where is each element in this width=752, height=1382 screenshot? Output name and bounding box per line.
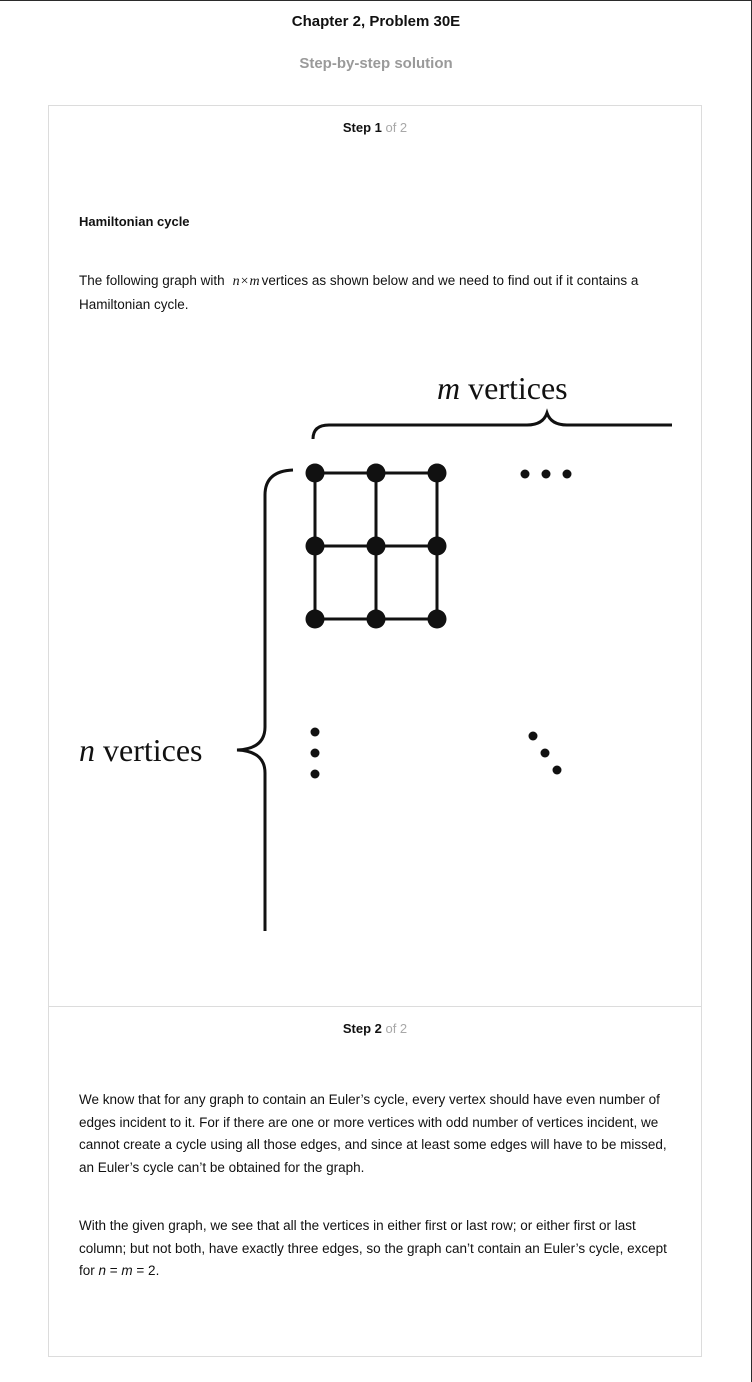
grid-vertex [367, 464, 386, 483]
vertical-ellipsis [311, 728, 320, 779]
step-2-header [49, 1021, 701, 1036]
ellipsis-dot [521, 470, 530, 479]
left-label [79, 732, 203, 768]
frame-top-border [0, 0, 752, 1]
step-2-paragraph-2 [79, 1215, 679, 1283]
ellipsis-dot [553, 766, 562, 775]
top-brace [313, 413, 672, 439]
step-1-paragraph [79, 270, 679, 316]
left-label-text: vertices [95, 732, 203, 768]
step-1-header [49, 120, 701, 135]
grid-graph-figure [79, 361, 679, 941]
grid-vertex [306, 610, 325, 629]
left-label-var: n [79, 732, 95, 768]
ellipsis-dot [311, 749, 320, 758]
step-1-label: Step 1 [342, 120, 382, 135]
math-n: n [232, 274, 240, 289]
left-brace [237, 470, 293, 931]
grid-vertex [428, 464, 447, 483]
step-2-count: of 2 [381, 1021, 408, 1036]
ellipsis-dot [311, 728, 320, 737]
step-1-count: of 2 [381, 120, 408, 135]
para-text-before: The following graph with [79, 273, 225, 288]
top-label [437, 370, 568, 406]
top-label-text: vertices [460, 370, 568, 406]
page-title: Chapter 2, Problem 30E [291, 13, 461, 30]
step-1-card [48, 105, 702, 1007]
step-2-label: Step 2 [342, 1021, 382, 1036]
grid-vertex [306, 537, 325, 556]
para2-eq: = [106, 1263, 122, 1278]
ellipsis-dot [541, 749, 550, 758]
step-2-card [48, 1006, 702, 1357]
ellipsis-dot [311, 770, 320, 779]
grid-vertex [367, 537, 386, 556]
math-n-times-m [225, 274, 262, 289]
para2-end: = 2. [132, 1263, 160, 1278]
grid-vertex [306, 464, 325, 483]
math-m: m [249, 274, 260, 289]
ellipsis-dot [563, 470, 572, 479]
para2-m: m [121, 1263, 133, 1278]
para-text-after: vertices as shown below and we need to find out if it contains a Hamiltonian cycle. [79, 273, 639, 312]
ellipsis-dot [542, 470, 551, 479]
grid-vertex [428, 610, 447, 629]
diagonal-ellipsis [529, 732, 562, 775]
para2-start: With the given graph, we see that all the vertices in either first or last row; or either first or last column; but not both, have exactly three edges, so the graph can’t contain an Euler’s cycle, except for [79, 1218, 667, 1278]
horizontal-ellipsis [521, 470, 572, 479]
page-subtitle: Step-by-step solution [299, 55, 453, 72]
grid-vertex [367, 610, 386, 629]
top-label-var: m [437, 370, 461, 406]
math-times: × [240, 274, 249, 289]
section-heading: Hamiltonian cycle [79, 214, 190, 229]
step-2-paragraph-1: We know that for any graph to contain an Euler’s cycle, every vertex should have even number of edges incident to it. For if there are one or more vertices with odd number of vertices incident, we cannot create a cycle using all those edges, and since at least some edges will have to be missed, an Euler’s cycle can’t be obtained for the graph. [79, 1092, 667, 1175]
ellipsis-dot [529, 732, 538, 741]
para2-n: n [98, 1263, 107, 1278]
grid-vertex [428, 537, 447, 556]
